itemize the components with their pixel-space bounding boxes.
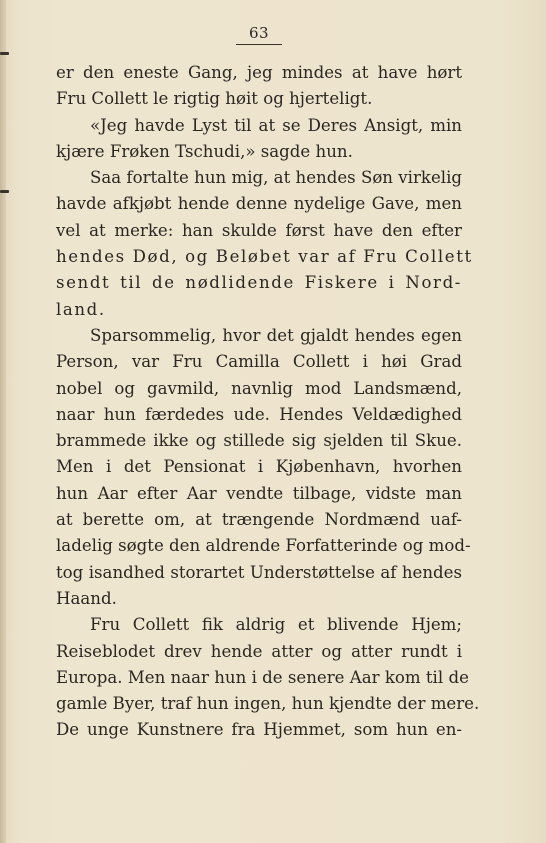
text-line: tog isandhed storartet Understøttelse af hendes	[56, 562, 462, 582]
text-line: hendes Død, og Beløbet var af Fru Collett	[56, 247, 473, 267]
text-line: Haand.	[56, 588, 117, 608]
text-line: brammede ikke og stillede sig sjelden til Skue.	[56, 431, 462, 451]
body-text	[56, 60, 480, 744]
text-line: hun Aar efter Aar vendte tilbage, vidste man	[56, 483, 462, 503]
text-line: Person, var Fru Camilla Collett i høi Grad	[56, 352, 462, 372]
text-line: nobel og gavmild, navnlig mod Landsmænd,	[56, 378, 462, 398]
text-line: gamle Byer, traf hun ingen, hun kjendte der mere.	[56, 694, 480, 714]
text-line: De unge Kunstnere fra Hjemmet, som hun en-	[56, 720, 462, 740]
text-line: Saa fortalte hun mig, at hendes Søn virkelig	[90, 168, 462, 188]
text-line: Fru Collett fik aldrig et blivende Hjem;	[90, 615, 462, 635]
text-line: at berette om, at trængende Nordmænd uaf-	[56, 510, 462, 530]
text-line: Men i det Pensionat i Kjøbenhavn, hvorhen	[56, 457, 462, 477]
text-line: sendt til de nødlidende Fiskere i Nord-	[56, 273, 462, 293]
text-line: havde afkjøbt hende denne nydelige Gave, men	[56, 194, 462, 214]
text-line: er den eneste Gang, jeg mindes at have hørt	[56, 63, 462, 82]
page-number: 63	[248, 24, 270, 42]
text-line: Europa. Men naar hun i de senere Aar kom til de	[56, 667, 469, 687]
text-line: land.	[56, 299, 106, 319]
text-line: ladelig søgte den aldrende Forfatterinde og mod-	[56, 536, 471, 556]
page-number-rule	[236, 44, 282, 45]
text-line: Reiseblodet drev hende atter og atter rundt i	[56, 641, 462, 661]
text-line: kjære Frøken Tschudi,» sagde hun.	[56, 141, 353, 161]
text-line: vel at merke: han skulde først have den efter	[56, 220, 462, 240]
page-binding-edge	[0, 0, 6, 843]
text-line: «Jeg havde Lyst til at se Deres Ansigt, min	[90, 115, 462, 135]
margin-mark	[0, 52, 9, 55]
text-line: naar hun færdedes ude. Hendes Veldædighed	[56, 404, 462, 424]
text-line: Sparsommelig, hvor det gjaldt hendes egen	[90, 325, 462, 345]
margin-mark	[0, 190, 9, 193]
text-line: Fru Collett le rigtig høit og hjerteligt.	[56, 89, 373, 109]
